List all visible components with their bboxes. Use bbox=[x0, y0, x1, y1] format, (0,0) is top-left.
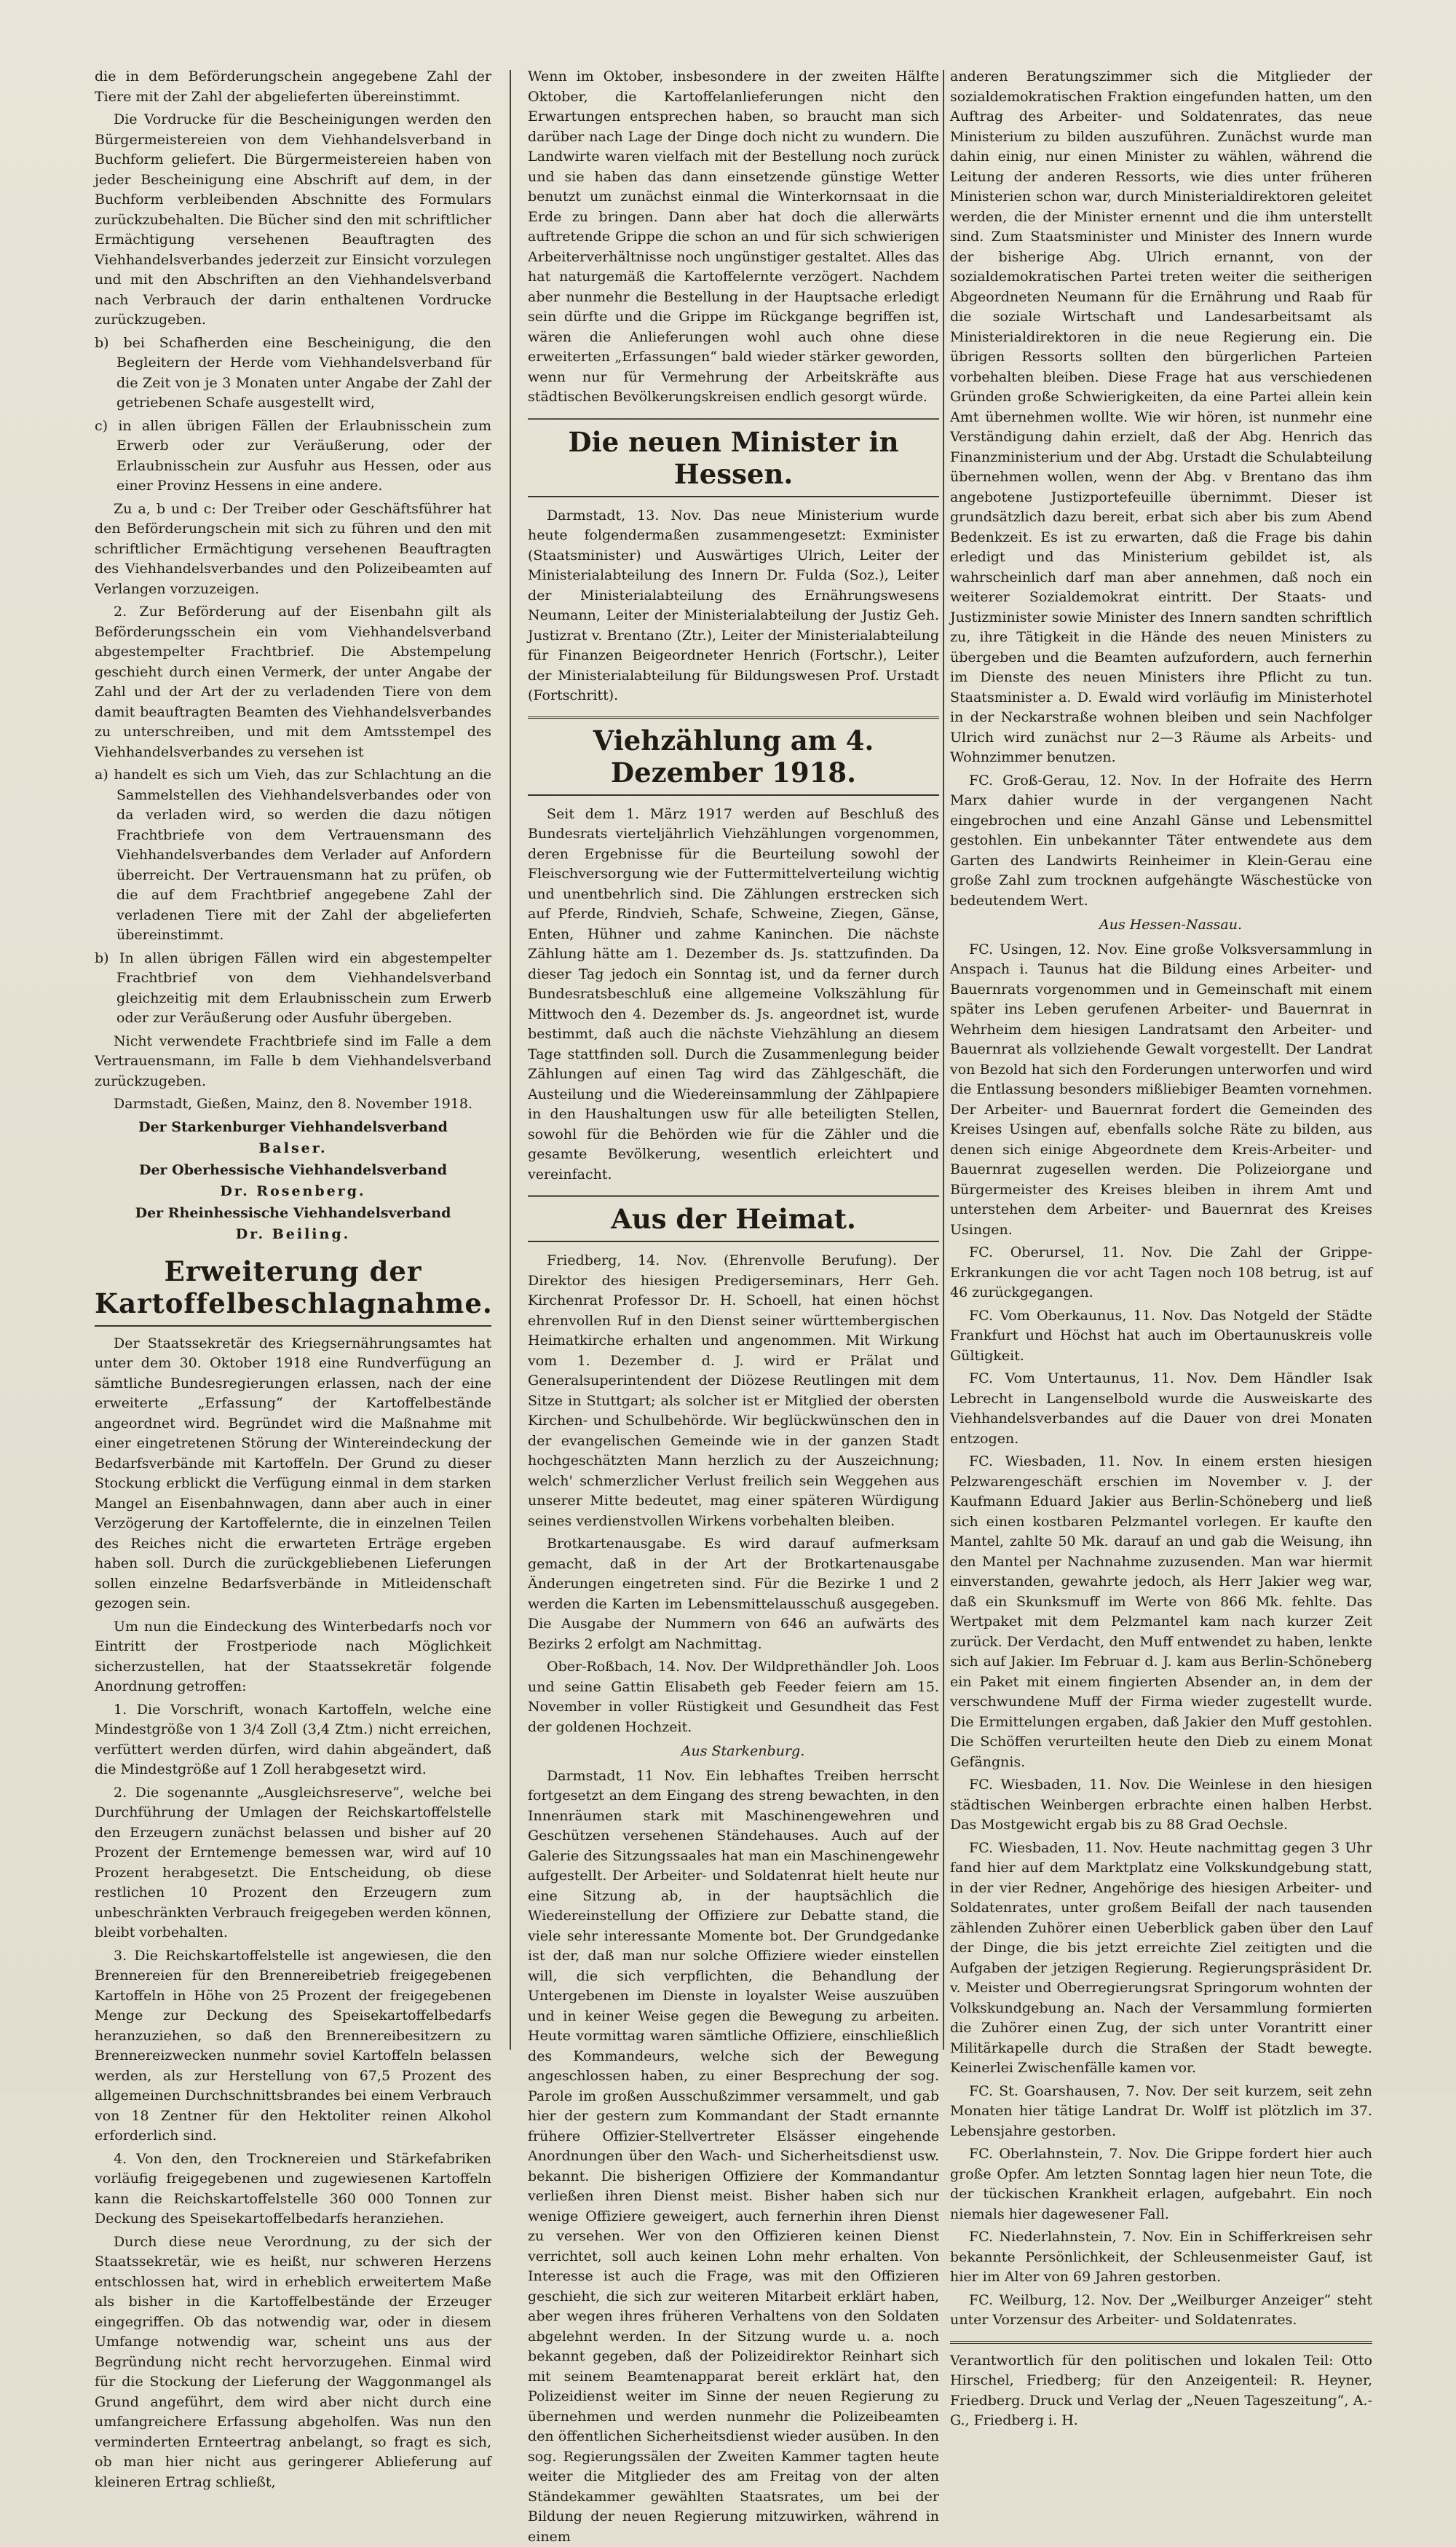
article-paragraph: a) handelt es sich um Vieh, das zur Schlachtung an die Sammelstellen des Viehhandelsverbandes oder von da verladen wird, so werden die dazu nötigen Frachtbriefe von dem Vertrauensmann des Viehhandelsverbandes dem Verlader auf Anfordern überreicht. Der Vertrauensmann hat zu prüfen, ob die auf dem Frachtbrief angegebene Zahl der verladenen Tiere mit der Zahl der abgelieferten übereinstimmt. bbox=[116, 765, 491, 946]
article-paragraph: FC. Oberlahnstein, 7. Nov. Die Grippe fordert hier auch große Opfer. Am letzten Sonntag lagen hier neun Tote, die der tückischen Krankheit erlagen, aufgebahrt. Ein noch niemals hier dagewesener Fall. bbox=[950, 2144, 1372, 2224]
signature-name-1: Balser. bbox=[95, 1139, 491, 1159]
headline-heimat: Aus der Heimat. bbox=[528, 1195, 939, 1242]
article-paragraph: 2. Zur Beförderung auf der Eisenbahn gilt als Beförderungsschein ein vom Viehhandelsverband abgestempelter Frachtbrief. Die Abstempelung geschieht durch einen Vermerk, der unter Angabe der Zahl und der Art der zu verladenden Tiere von dem damit beauftragten Beamten des Viehhandelsverbandes zu unterschreiben, und mit dem Amtsstempel des Viehhandelsverbandes zu versehen ist bbox=[95, 602, 491, 762]
headline-viehzaehlung: Viehzählung am 4. Dezember 1918. bbox=[528, 716, 939, 796]
signature-org-2: Der Oberhessische Viehhandelsverband bbox=[95, 1161, 491, 1181]
article-paragraph: b) bei Schafherden eine Bescheinigung, die den Begleitern der Herde vom Viehhandelsverband für die Zeit von je 3 Monaten unter Angabe der Zahl der getriebenen Schafe ausgestellt wird, bbox=[116, 333, 491, 414]
article-paragraph: anderen Beratungszimmer sich die Mitglieder der sozialdemokratischen Fraktion eingefunden hatten, um den Auftrag des Arbeiter- und Soldatenrates, das neue Ministerium zu bilden auszuführen. Zunächst wurde man dahin einig, nur einen Minister zu wählen, während die Leitung der anderen Ressorts, wie dies unter früheren Ministerien schon war, durch Ministerialdirektoren geleitet werden, die der Minister ernennt und die ihm unterstellt sind. Zum Staatsminister und Minister des Innern wurde der bisherige Abg. Ulrich ernannt, von der sozialdemokratischen Partei treten weiter die seitherigen Abgeordneten Neumann für die Ernährung und Raab für die soziale Wirtschaft und Landesarbeitsamt als Ministerialdirektoren in die neue Regierung ein. Die übrigen Ressorts sollten den bürgerlichen Parteien vorbehalten bleiben. Diese Frage hat aus verschiedenen Gründen große Schwierigkeiten, da eine Partei allein kein Amt übernehmen wollte. Wie wir hören, ist nunmehr eine Verständigung dahin erzielt, daß der Abg. Henrich das Finanzministerium und der Abg. Urstadt die Schulabteilung übernehmen wollen, wenn der Abg. v Brentano das ihm angebotene Justizportefeuille übernimmt. Dieser ist grundsätzlich dazu bereit, erbat sich aber bis zum Abend Bedenkzeit. Es ist zu erwarten, daß die Frage bis dahin erledigt und das Ministerium gebildet ist, als wahrscheinlich darf man aber annehmen, daß noch ein weiterer Sozialdemokrat eintritt. Der Staats- und Justizminister sowie Minister des Innern sandten schriftlich zu, ihre Tätigkeit in die Hände des neuen Ministers zu übergeben und die Beamten aufzufordern, auch fernerhin im Dienste des neuen Ministers ihre Pflicht zu tun. Staatsminister a. D. Ewald wird vorläufig im Ministerhotel in der Neckarstraße wohnen bleiben und sein Nachfolger Ulrich wird zunächst nur 2—3 Räume als Arbeits- und Wohnzimmer benutzen. bbox=[950, 67, 1372, 768]
article-paragraph: Darmstadt, 11 Nov. Ein lebhaftes Treiben herrscht fortgesetzt an dem Eingang des streng bewachten, in den Innenräumen stark mit Maschinengewehren und Geschützen versehenen Ständehauses. Auch auf der Galerie des Sitzungssaales hat man ein Maschinengewehr aufgestellt. Der Arbeiter- und Soldatenrat hielt heute nur eine Sitzung ab, in der hauptsächlich die Wiedereinstellung der Offiziere zur Debatte stand, die viele sehr interessante Momente bot. Der Grundgedanke ist der, daß man nur solche Offiziere wieder einstellen will, die sich verpflichten, die Behandlung der Untergebenen im Dienste in loyalster Weise auszuüben und in keiner Weise gegen die Bewegung zu arbeiten. Heute vormittag waren sämtliche Offiziere, einschließlich des Kommandeurs, welche sich der Bewegung angeschlossen haben, zu einer Besprechung der sog. Parole im großen Ausschußzimmer versammelt, und gab hier der gestern zum Kommandant der Stadt ernannte frühere Offizier-Stellvertreter Elsässer eingehende Anordnungen über den Wach- und Sicherheitsdienst usw. bekannt. Die bisherigen Offiziere der Kommandantur verließen ihren Dienst meist. Bisher haben sich nur wenige Offiziere geweigert, auch fernerhin ihren Dienst zu versehen. Wer von den Offizieren keinen Dienst verrichtet, soll auch keinen Lohn mehr erhalten. Von Interesse ist auch die Frage, was mit den Offizieren geschieht, die sich zur weiteren Mitarbeit erklärt haben, aber wegen ihres früheren Verhaltens von den Soldaten abgelehnt werden. In der Sitzung wurde u. a. noch bekannt gegeben, daß der Polizeidirektor Reinhart sich mit seinem Beamtenapparat bereit erklärt hat, den Polizeidienst weiter im Sinne der neuen Regierung zu übernehmen und werden nunmehr die Polizeibeamten den öffentlichen Sicherheitsdienst wieder ausüben. In den sog. Regierungssälen der Zweiten Kammer tagten heute weiter die Mitglieder des am Freitag von der alten Ständekammer gewählten Staatsrates, um bei der Bildung der neuen Regierung mitzuwirken, während in einem bbox=[528, 1766, 939, 2547]
article-paragraph: Der Staatssekretär des Kriegsernährungsamtes hat unter dem 30. Oktober 1918 eine Rundverfügung an sämtliche Bundesregierungen erlassen, nach der eine erweiterte „Erfassung“ der Kartoffelbestände angeordnet wird. Begründet wird die Maßnahme mit einer eingetretenen Störung der Wintereindeckung der Bedarfsverbände mit Kartoffeln. Der Grund zu dieser Stockung erblickt die Verfügung einmal in dem starken Mangel an Eisenbahnwagen, dann aber auch in einer Verzögerung der Kartoffelernte, die in einzelnen Teilen des Reiches nicht die erwarteten Erträge ergeben haben soll. Durch die zurückgebliebenen Lieferungen sollen einzelne Bedarfsverbände in Mitleidenschaft gezogen sein. bbox=[95, 1334, 491, 1614]
section-subheading: Aus Hessen-Nassau. bbox=[950, 915, 1372, 936]
article-paragraph: 4. Von den, den Trocknereien und Stärkefabriken vorläufig freigegebenen und zugewiesenen Kartoffeln kann die Reichskartoffelstelle 360 000 Tonnen zur Deckung des Speisekartoffelbedarfs heranziehen. bbox=[95, 2149, 491, 2230]
article-paragraph: FC. Usingen, 12. Nov. Eine große Volksversammlung in Anspach i. Taunus hat die Bildung eines Arbeiter- und Bauernrats vorgenommen und in Gemeinschaft mit einem später ins Leben gerufenen Arbeiter- und Bauernrat in Wehrheim dem hiesigen Landratsamt den Arbeiter- und Bauernrat als vollziehende Gewalt vorgestellt. Der Landrat von Bezold hat sich den Forderungen unterworfen und wird die Entlassung besonders mißliebiger Beamten vornehmen. Der Arbeiter- und Bauernrat fordert die Gemeinden des Kreises Usingen auf, ebenfalls solche Räte zu bilden, aus denen sich einige Abgeordnete dem Kreis-Arbeiter- und Bauernrat zugesellen werden. Die Polizeiorgane und Bürgermeister des Kreises bleiben in ihrem Amt und unterstehen dem Arbeiter- und Bauernrat des Kreises Usingen. bbox=[950, 940, 1372, 1241]
article-paragraph: b) In allen übrigen Fällen wird ein abgestempelter Frachtbrief von dem Viehhandelsverband gleichzeitig mit dem Erlaubnisschein zum Erwerb oder zur Veräußerung oder Ausfuhr übergeben. bbox=[116, 949, 491, 1029]
column-divider-2 bbox=[943, 70, 944, 2050]
article-paragraph: FC. Weilburg, 12. Nov. Der „Weilburger Anzeiger“ steht unter Vorzensur des Arbeiter- und Soldatenrates. bbox=[950, 2291, 1372, 2331]
section-subheading: Aus Starkenburg. bbox=[528, 1742, 939, 1762]
article-paragraph: FC. Wiesbaden, 11. Nov. In einem ersten hiesigen Pelzwarengeschäft erschien im November v. J. der Kaufmann Eduard Jakier aus Berlin-Schöneberg und ließ sich einen kostbaren Pelzmantel vorlegen. Er kaufte den Mantel, zahlte 50 Mk. darauf an und gab die Weisung, ihn den Mantel per Nachnahme zuzusenden. Man war hiermit einverstanden, gewahrte jedoch, als Herr Jakier weg war, daß ein Skunksmuff im Werte von 866 Mk. fehlte. Das Wertpaket mit dem Pelzmantel kam nach kurzer Zeit zurück. Der Verdacht, den Muff entwendet zu haben, lenkte sich auf Jakier. Im Februar d. J. kam aus Berlin-Schöneberg ein Paket mit einem fingierten Absender an, in dem der verschwundene Muff der Firma wieder zugestellt wurde. Die Ermittelungen ergaben, daß Jakier den Muff gestohlen. Die Schöffen verurteilten heute den Dieb zu einem Monat Gefängnis. bbox=[950, 1452, 1372, 1772]
article-paragraph: FC. Wiesbaden, 11. Nov. Die Weinlese in den hiesigen städtischen Weinbergen erbrachte einen halben Herbst. Das Mostgewicht ergab bis zu 88 Grad Oechsle. bbox=[950, 1775, 1372, 1836]
article-paragraph: Friedberg, 14. Nov. (Ehrenvolle Berufung). Der Direktor des hiesigen Predigerseminars, Herr Geh. Kirchenrat Professor Dr. H. Schoell, hat einen höchst ehrenvollen Ruf in den Dienst seiner württembergischen Heimatkirche erhalten und angenommen. Mit Wirkung vom 1. Dezember d. J. wird er Prälat und Generalsuperintendent der Diözese Reutlingen mit dem Sitze in Stuttgart; als solcher ist er Mitglied der obersten Kirchen- und Schulbehörde. Wir beglückwünschen den in der evangelischen Gemeinde wie in der ganzen Stadt hochgeschätzten Mann herzlich zu der Auszeichnung; welch' schmerzlicher Verlust freilich sein Weggehen aus unserer Mitte bedeutet, mag einer späteren Würdigung seines verdienstvollen Wirkens vorbehalten bleiben. bbox=[528, 1251, 939, 1531]
signature-name-2: Dr. Rosenberg. bbox=[95, 1182, 491, 1202]
article-paragraph: FC. Wiesbaden, 11. Nov. Heute nachmittag gegen 3 Uhr fand hier auf dem Marktplatz eine Volkskundgebung statt, in der vier Redner, Angehörige des hiesigen Arbeiter- und Soldatenrates, unter großem Beifall der nach tausenden zählenden Zuhörer einen Ueberblick gaben über den Lauf der Dinge, die bis jetzt erreichte Ziel zeitigten und die Aufgaben der jetzigen Regierung. Regierungspräsident Dr. v. Meister und Oberregierungsrat Springorum wohnten der Volkskundgebung an. Nach der Versammlung formierten die Zuhörer einen Zug, der sich unter Vorantritt einer Militärkapelle durch die Straßen der Stadt bewegte. Keinerlei Zwischenfälle kamen vor. bbox=[950, 1839, 1372, 2079]
article-paragraph: Die Vordrucke für die Bescheinigungen werden den Bürgermeistereien von dem Viehhandelsverband in Buchform geliefert. Die Bürgermeistereien haben von jeder Bescheinigung eine Abschrift auf dem, in der Buchform verbleibenden Abschnitte des Formulars zurückzubehalten. Die Bücher sind den mit schriftlicher Ermächtigung versehenen Beauftragten des Viehhandelsverbandes jederzeit zur Einsicht vorzulegen und mit den Abschriften an den Viehhandelsverband nach Verbrauch der darin enthaltenen Vordrucke zurückzugeben. bbox=[95, 110, 491, 331]
article-paragraph: Brotkartenausgabe. Es wird darauf aufmerksam gemacht, daß in der Art der Brotkartenausgabe Änderungen eingetreten sind. Für die Bezirke 1 und 2 werden die Karten im Lebensmittelausschuß ausgegeben. Die Ausgabe der Nummern von 646 an aufwärts des Bezirks 2 erfolgt am Nachmittag. bbox=[528, 1534, 939, 1654]
article-paragraph: Durch diese neue Verordnung, zu der sich der Staatssekretär, wie es heißt, nur schweren Herzens entschlossen hat, wird in erheblich erweitertem Maße als bisher in die Kartoffelbestände der Erzeuger eingegriffen. Ob das notwendig war, oder in diesem Umfange notwendig war, scheint uns aus der Begründung nicht recht hervorzugehen. Einmal wird für die Stockung der Lieferung der Waggonmangel als Grund angeführt, dem wird aber nicht durch eine umfangreichere Erfassung abgeholfen. Was nun den verminderten Ernteertrag anbelangt, so fragt es sich, ob man hier nicht aus geringerer Ablieferung auf kleineren Ertrag schließt, bbox=[95, 2232, 491, 2493]
article-paragraph: c) in allen übrigen Fällen der Erlaubnisschein zum Erwerb oder zur Veräußerung, oder der Erlaubnisschein zur Ausfuhr aus Hessen, oder aus einer Provinz Hessens in eine andere. bbox=[116, 416, 491, 497]
article-paragraph: FC. Niederlahnstein, 7. Nov. Ein in Schifferkreisen sehr bekannte Persönlichkeit, der Schleusenmeister Gauf, ist hier im Alter von 69 Jahren gestorben. bbox=[950, 2227, 1372, 2288]
column-divider-1 bbox=[510, 70, 511, 2050]
article-paragraph: Seit dem 1. März 1917 werden auf Beschluß des Bundesrats vierteljährlich Viehzählungen vorgenommen, deren Ergebnisse für die Beurteilung sowohl der Fleischversorgung wie der Futtermittelverteilung wichtig und unentbehrlich sind. Die Zählungen erstrecken sich auf Pferde, Rindvieh, Schafe, Schweine, Ziegen, Gänse, Enten, Hühner und zahme Kaninchen. Die nächste Zählung hätte am 1. Dezember ds. Js. stattzufinden. Da dieser Tag jedoch ein Sonntag ist, und da ferner durch Bundesratsbeschluß eine allgemeine Volkszählung für Mittwoch den 4. Dezember ds. Js. angeordnet ist, wurde bestimmt, daß auch die nächste Viehzählung an diesem Tage stattfinden soll. Durch die Zusammenlegung beider Zählungen auf einen Tag wird das Zählgeschäft, die Austeilung und die Wiedereinsammlung der Zählpapiere in den Haushaltungen usw für alle beteiligten Stellen, sowohl für die Behörden wie für die Zähler und die gesamte Bevölkerung, wesentlich erleichtert und vereinfacht. bbox=[528, 805, 939, 1185]
article-paragraph: FC. Oberursel, 11. Nov. Die Zahl der Grippe-Erkrankungen die vor acht Tagen noch 108 betrug, ist auf 46 zurückgegangen. bbox=[950, 1243, 1372, 1303]
headline-minister: Die neuen Minister in Hessen. bbox=[528, 418, 939, 497]
signature-org-3: Der Rheinhessische Viehhandelsverband bbox=[95, 1204, 491, 1224]
article-paragraph: Um nun die Eindeckung des Winterbedarfs noch vor Eintritt der Frostperiode nach Möglichkeit sicherzustellen, hat der Staatssekretär folgende Anordnung getroffen: bbox=[95, 1617, 491, 1697]
article-paragraph: 2. Die sogenannte „Ausgleichsreserve“, welche bei Durchführung der Umlagen der Reichskartoffelstelle den Erzeugern zunächst belassen und bisher auf 20 Prozent der Erntemenge bemessen war, wird auf 10 Prozent herabgesetzt. Die Entscheidung, ob diese restlichen 10 Prozent den Erzeugern zum unbeschränkten Verbrauch freigegeben werden können, bleibt vorbehalten. bbox=[95, 1783, 491, 1943]
dateline: Darmstadt, Gießen, Mainz, den 8. November 1918. bbox=[95, 1094, 491, 1115]
column-3 bbox=[950, 67, 1372, 2064]
imprint: Verantwortlich für den politischen und lokalen Teil: Otto Hirschel, Friedberg; für den Anzeigenteil: R. Heyner, Friedberg. Druck und Verlag der „Neuen Tageszeitung“, A.-G., Friedberg i. H. bbox=[950, 2351, 1372, 2431]
article-paragraph: die in dem Beförderungschein angegebene Zahl der Tiere mit der Zahl der abgelieferten übereinstimmt. bbox=[95, 67, 491, 107]
article-paragraph: FC. Groß-Gerau, 12. Nov. In der Hofraite des Herrn Marx dahier wurde in der vergangenen Nacht eingebrochen und eine Anzahl Gänse und Lebensmittel gestohlen. Ein unbekannter Täter entwendete aus dem Garten des Landwirts Reinheimer in Klein-Gerau eine große Zahl zum trocknen aufgehängte Wäschestücke von bedeutendem Wert. bbox=[950, 771, 1372, 912]
article-paragraph: FC. St. Goarshausen, 7. Nov. Der seit kurzem, seit zehn Monaten hier tätige Landrat Dr. Wolff ist plötzlich im 37. Lebensjahre gestorben. bbox=[950, 2082, 1372, 2142]
headline-kartoffel: Erweiterung der Kartoffelbeschlagnahme. bbox=[95, 1255, 491, 1327]
article-paragraph: FC. Vom Untertaunus, 11. Nov. Dem Händler Isak Lebrecht in Langenselbold wurde die Ausweiskarte des Viehhandelsverbandes auf die Dauer von drei Monaten entzogen. bbox=[950, 1369, 1372, 1449]
article-paragraph: Ober-Roßbach, 14. Nov. Der Wildprethändler Joh. Loos und seine Gattin Elisabeth geb Feeder feiern am 15. November in voller Rüstigkeit und Gesundheit das Fest der goldenen Hochzeit. bbox=[528, 1657, 939, 1737]
article-paragraph: 3. Die Reichskartoffelstelle ist angewiesen, die den Brennereien für den Brennereibetrieb freigegebenen Kartoffeln in Höhe von 25 Prozent der freigegebenen Menge zur Deckung des Speisekartoffelbedarfs heranzuziehen, so daß den Brennereibesitzern zu Brennereizwecken nunmehr soviel Kartoffeln belassen werden, als zur Herstellung von 67,5 Prozent des allgemeinen Durchschnittsbrandes bei einem Verbrauch von 18 Zentner für den Hektoliter reinen Alkohol erforderlich sind. bbox=[95, 1946, 491, 2147]
article-paragraph: 1. Die Vorschrift, wonach Kartoffeln, welche eine Mindestgröße von 1 3/4 Zoll (3,4 Ztm.) nicht erreichen, verfüttert werden dürfen, wird dahin abgeändert, daß die Mindestgröße auf 1 Zoll herabgesetzt wird. bbox=[95, 1700, 491, 1780]
column-2 bbox=[528, 67, 939, 2064]
column-1 bbox=[95, 67, 491, 2064]
article-paragraph: Nicht verwendete Frachtbriefe sind im Falle a dem Vertrauensmann, im Falle b dem Viehhandelsverband zurückzugeben. bbox=[95, 1032, 491, 1092]
article-paragraph: FC. Vom Oberkaunus, 11. Nov. Das Notgeld der Städte Frankfurt und Höchst hat auch im Obertaunuskreis volle Gültigkeit. bbox=[950, 1306, 1372, 1367]
imprint-divider bbox=[950, 2341, 1372, 2344]
signature-org-1: Der Starkenburger Viehhandelsverband bbox=[95, 1118, 491, 1138]
article-paragraph: Wenn im Oktober, insbesondere in der zweiten Hälfte Oktober, die Kartoffelanlieferungen nicht den Erwartungen entsprechen haben, so braucht man sich darüber nach Lage der Dinge doch nicht zu wundern. Die Landwirte waren vielfach mit der Bestellung noch zurück und sie haben das dann einsetzende günstige Wetter benutzt um zunächst einmal die Winterkornsaat in die Erde zu bringen. Dann aber hat doch die allerwärts auftretende Grippe die schon an und für sich schwierigen Arbeiterverhältnisse noch ungünstiger gestaltet. Alles das hat naturgemäß die Kartoffelernte verzögert. Nachdem aber nunmehr die Bestellung in der Hauptsache erledigt sein dürfte und die Grippe im Rückgange begriffen ist, wären die Anlieferungen wohl auch ohne diese erweiterten „Erfassungen“ bald wieder stärker geworden, wenn nur für Vermehrung der Arbeitskräfte aus städtischen Bevölkerungskreisen endlich gesorgt würde. bbox=[528, 67, 939, 408]
article-paragraph: Zu a, b und c: Der Treiber oder Geschäftsführer hat den Beförderungschein mit sich zu führen und den mit schriftlicher Ermächtigung versehenen Beauftragten des Viehhandelsverbandes und den Polizeibeamten auf Verlangen vorzuzeigen. bbox=[95, 499, 491, 600]
signature-name-3: Dr. Beiling. bbox=[95, 1225, 491, 1245]
article-paragraph: Darmstadt, 13. Nov. Das neue Ministerium wurde heute folgendermaßen zusammengesetzt: Exminister (Staatsminister) und Auswärtiges Ulrich, Leiter der Ministerialabteilung des Innern Dr. Fulda (Soz.), Leiter der Ministerialabteilung des Ernährungswesens Neumann, Leiter der Ministerialabteilung der Justiz Geh. Justizrat v. Brentano (Ztr.), Leiter der Ministerialabteilung für Finanzen Beigeordneter Henrich (Fortschr.), Leiter der Ministerialabteilung für Bildungswesen Prof. Urstadt (Fortschritt). bbox=[528, 506, 939, 706]
